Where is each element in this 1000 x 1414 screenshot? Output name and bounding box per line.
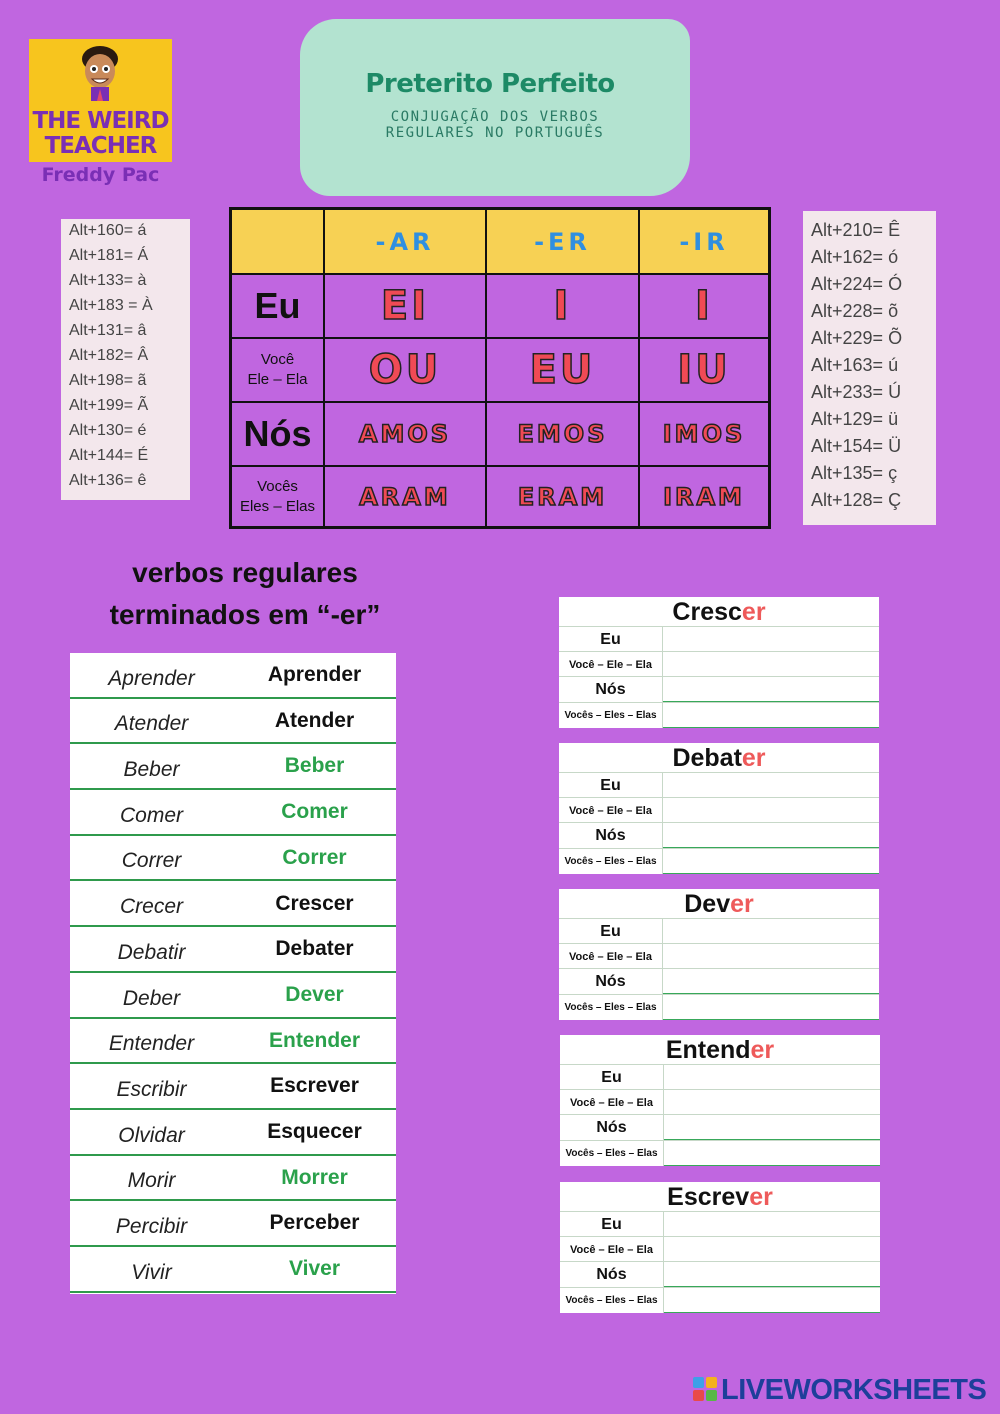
practice-row	[560, 1140, 880, 1166]
pronoun-label: Eu	[254, 285, 301, 326]
answer-field[interactable]	[663, 703, 879, 728]
portuguese-verb: Entender	[233, 1019, 396, 1065]
answer-field[interactable]	[663, 798, 879, 823]
practice-pronoun: Vocês – Eles – Elas	[560, 1288, 664, 1313]
page-title: Preterito Perfeito	[365, 69, 615, 99]
alt-codes-right-panel	[803, 211, 936, 525]
alt-code: Alt+181= Á	[69, 247, 149, 264]
practice-block-escrever	[560, 1182, 880, 1313]
alt-code: Alt+160= á	[69, 222, 147, 239]
alt-code: Alt+163= ú	[811, 355, 899, 375]
logo-square-icon	[706, 1390, 717, 1401]
verb-stem: Entend	[665, 1036, 751, 1064]
ending-cell	[640, 275, 768, 339]
teacher-avatar-icon	[77, 43, 123, 101]
practice-pronoun: Você – Ele – Ela	[559, 944, 663, 969]
ending-cell	[487, 339, 640, 403]
verb-row	[70, 744, 396, 790]
practice-row	[559, 772, 879, 798]
practice-pronoun: Você – Ele – Ela	[560, 1090, 664, 1115]
answer-field[interactable]	[663, 652, 879, 677]
logo-square-icon	[693, 1377, 704, 1388]
verb-suffix: er	[741, 598, 766, 626]
practice-row	[560, 1261, 880, 1287]
logo-line-1: THE WEIRD	[32, 108, 169, 134]
ending-text: I	[553, 283, 572, 329]
practice-row	[559, 848, 879, 874]
pronoun-label: Eles – Elas	[239, 497, 316, 515]
spanish-verb: Comer	[70, 790, 233, 836]
ending-text: ERAM	[517, 482, 608, 511]
verb-row	[70, 1110, 396, 1156]
verb-row	[70, 1247, 396, 1293]
spanish-verb: Percibir	[70, 1201, 233, 1247]
practice-pronoun: Vocês – Eles – Elas	[559, 995, 663, 1020]
spanish-verb: Aprender	[70, 653, 233, 699]
pronoun-nos	[232, 403, 325, 467]
verb-suffix: er	[741, 744, 766, 772]
alt-code: Alt+144= É	[69, 447, 149, 464]
answer-field[interactable]	[663, 677, 879, 702]
practice-pronoun: Vocês – Eles – Elas	[559, 849, 663, 874]
practice-verb-title	[559, 597, 879, 627]
practice-row	[560, 1089, 880, 1115]
practice-verb-title	[560, 1182, 880, 1212]
ending-cell	[325, 339, 487, 403]
spanish-verb: Olvidar	[70, 1110, 233, 1156]
practice-row	[560, 1064, 880, 1090]
ending-text: OU	[368, 347, 442, 393]
pronoun-label: Você	[260, 351, 295, 368]
verb-stem: Escrev	[667, 1183, 750, 1211]
alt-code: Alt+128= Ç	[811, 490, 902, 510]
ending-cell	[640, 467, 768, 526]
answer-field[interactable]	[663, 995, 879, 1020]
answer-field[interactable]	[663, 773, 879, 798]
practice-verb-title	[560, 1035, 880, 1065]
pronoun-label: Nós	[243, 413, 312, 454]
alt-code: Alt+129= ü	[811, 409, 899, 429]
verb-suffix: er	[749, 1183, 773, 1211]
portuguese-verb: Comer	[233, 790, 396, 836]
practice-pronoun: Nós	[560, 1115, 664, 1140]
alt-code: Alt+183 = À	[69, 297, 153, 314]
practice-pronoun: Você – Ele – Ela	[559, 652, 663, 677]
alt-code: Alt+154= Ü	[811, 436, 902, 456]
alt-code: Alt+224= Ó	[811, 274, 903, 294]
verb-row	[70, 1201, 396, 1247]
practice-row	[559, 918, 879, 944]
verb-stem: Debat	[672, 744, 742, 772]
portuguese-verb: Crescer	[233, 882, 396, 928]
practice-pronoun: Vocês – Eles – Elas	[559, 703, 663, 728]
verb-row	[70, 836, 396, 882]
practice-verb-title	[559, 889, 879, 919]
header-corner-cell	[232, 210, 325, 275]
practice-pronoun: Eu	[559, 773, 663, 798]
practice-pronoun: Você – Ele – Ela	[560, 1237, 664, 1262]
spanish-verb: Crecer	[70, 882, 233, 928]
ending-cell	[325, 403, 487, 467]
subtitle-line-1: CONJUGAÇÃO DOS VERBOS	[390, 109, 600, 125]
verbs-title-line-1: verbos regulares	[132, 557, 358, 588]
verb-list-table	[70, 653, 396, 1294]
spanish-verb: Vivir	[70, 1247, 233, 1293]
pronoun-voce	[232, 339, 325, 403]
header-ir-label: -IR	[679, 227, 729, 256]
alt-code: Alt+131= â	[69, 322, 147, 339]
practice-block-crescer	[559, 597, 879, 728]
verb-row	[70, 653, 396, 699]
spanish-verb: Deber	[70, 973, 233, 1019]
practice-pronoun: Eu	[559, 919, 663, 944]
practice-row	[559, 822, 879, 848]
alt-code: Alt+182= Â	[69, 347, 149, 364]
verb-row	[70, 882, 396, 928]
alt-code: Alt+133= à	[69, 272, 147, 289]
verb-row	[70, 790, 396, 836]
practice-row	[560, 1114, 880, 1140]
alt-code: Alt+135= ç	[811, 463, 898, 483]
portuguese-verb: Aprender	[233, 653, 396, 699]
ending-cell	[325, 275, 487, 339]
pronoun-label: Ele – Ela	[247, 371, 308, 388]
alt-code: Alt+130= é	[69, 422, 147, 439]
ending-text: EMOS	[517, 420, 608, 448]
ending-cell	[325, 467, 487, 526]
answer-field[interactable]	[664, 1090, 880, 1115]
teacher-logo	[29, 39, 172, 189]
answer-field[interactable]	[663, 944, 879, 969]
alt-codes-left-panel	[61, 219, 190, 500]
spanish-verb: Entender	[70, 1019, 233, 1065]
ending-cell	[487, 275, 640, 339]
portuguese-verb: Perceber	[233, 1201, 396, 1247]
ending-text: EU	[529, 347, 596, 393]
answer-field[interactable]	[664, 1262, 880, 1287]
alt-code: Alt+233= Ú	[811, 382, 902, 402]
spanish-verb: Escribir	[70, 1064, 233, 1110]
answer-field[interactable]	[664, 1212, 880, 1237]
ending-cell	[487, 403, 640, 467]
alt-code: Alt+210= Ê	[811, 220, 901, 240]
logo-line-2: TEACHER	[44, 133, 157, 159]
verb-row	[70, 1156, 396, 1202]
pronoun-eu	[232, 275, 325, 339]
portuguese-verb: Morrer	[233, 1156, 396, 1202]
portuguese-verb: Dever	[233, 973, 396, 1019]
alt-code: Alt+162= ó	[811, 247, 899, 267]
spanish-verb: Atender	[70, 699, 233, 745]
practice-pronoun: Nós	[559, 823, 663, 848]
answer-field[interactable]	[664, 1288, 880, 1313]
logo-square-icon	[706, 1377, 717, 1388]
ending-text: AMOS	[358, 420, 452, 448]
practice-pronoun: Nós	[560, 1262, 664, 1287]
spanish-verb: Morir	[70, 1156, 233, 1202]
ending-cell	[640, 339, 768, 403]
practice-pronoun: Você – Ele – Ela	[559, 798, 663, 823]
verb-row	[70, 1064, 396, 1110]
answer-field[interactable]	[664, 1237, 880, 1262]
answer-field[interactable]	[663, 823, 879, 848]
practice-row	[559, 702, 879, 728]
practice-block-dever	[559, 889, 879, 1020]
verb-stem: Dev	[684, 890, 731, 918]
pronoun-voces	[232, 467, 325, 526]
practice-row	[560, 1287, 880, 1313]
practice-row	[560, 1211, 880, 1237]
header-ar	[325, 210, 487, 275]
header-ar-label: -AR	[375, 227, 435, 256]
spanish-verb: Beber	[70, 744, 233, 790]
header-er	[487, 210, 640, 275]
verb-row	[70, 699, 396, 745]
alt-code: Alt+228= õ	[811, 301, 899, 321]
practice-pronoun: Eu	[560, 1212, 664, 1237]
answer-field[interactable]	[663, 919, 879, 944]
alt-code: Alt+199= Ã	[69, 397, 149, 414]
portuguese-verb: Esquecer	[233, 1110, 396, 1156]
verb-stem: Cresc	[672, 598, 742, 626]
practice-pronoun: Eu	[559, 627, 663, 652]
portuguese-verb: Beber	[233, 744, 396, 790]
ending-text: IRAM	[663, 482, 745, 511]
portuguese-verb: Viver	[233, 1247, 396, 1293]
pronoun-label: Vocês	[257, 477, 298, 495]
logo-square-icon	[693, 1390, 704, 1401]
subtitle-line-2: REGULARES NO PORTUGUÊS	[385, 125, 605, 141]
practice-pronoun: Nós	[559, 969, 663, 994]
liveworksheets-logo[interactable]	[693, 1374, 993, 1408]
answer-field[interactable]	[663, 627, 879, 652]
verbs-title-line-2: terminados em “-er”	[109, 599, 381, 630]
practice-block-entender	[560, 1035, 880, 1166]
verb-row	[70, 927, 396, 973]
practice-row	[560, 1236, 880, 1262]
practice-row	[559, 943, 879, 969]
alt-code: Alt+198= ã	[69, 372, 147, 389]
verb-suffix: er	[750, 1036, 775, 1064]
practice-row	[559, 797, 879, 823]
practice-pronoun: Eu	[560, 1065, 664, 1090]
ending-text: ARAM	[359, 482, 451, 511]
header-er-label: -ER	[534, 227, 591, 256]
ending-text: EI	[380, 283, 430, 329]
portuguese-verb: Atender	[233, 699, 396, 745]
portuguese-verb: Debater	[233, 927, 396, 973]
verb-row	[70, 973, 396, 1019]
practice-row	[559, 994, 879, 1020]
page-subtitle	[355, 109, 635, 141]
ending-text: I	[695, 283, 713, 329]
practice-row	[559, 626, 879, 652]
verbs-section-title	[60, 552, 430, 636]
practice-block-debater	[559, 743, 879, 874]
alt-code: Alt+136= ê	[69, 472, 147, 489]
answer-field[interactable]	[664, 1141, 880, 1166]
conjugation-table	[229, 207, 771, 529]
practice-row	[559, 676, 879, 702]
title-box	[300, 19, 690, 196]
ending-cell	[487, 467, 640, 526]
portuguese-verb: Escrever	[233, 1064, 396, 1110]
ending-cell	[640, 403, 768, 467]
practice-row	[559, 968, 879, 994]
practice-pronoun: Vocês – Eles – Elas	[560, 1141, 664, 1166]
ending-text: IU	[677, 347, 731, 393]
answer-field[interactable]	[663, 969, 879, 994]
ending-text: IMOS	[662, 420, 746, 448]
answer-field[interactable]	[663, 849, 879, 874]
spanish-verb: Correr	[70, 836, 233, 882]
verb-suffix: er	[730, 890, 754, 918]
alt-code: Alt+229= Õ	[811, 328, 903, 348]
practice-pronoun: Nós	[559, 677, 663, 702]
answer-field[interactable]	[664, 1115, 880, 1140]
practice-row	[559, 651, 879, 677]
verb-row	[70, 1019, 396, 1065]
header-ir	[640, 210, 768, 275]
liveworksheets-brand: LIVEWORKSHEETS	[721, 1374, 987, 1406]
spanish-verb: Debatir	[70, 927, 233, 973]
practice-verb-title	[559, 743, 879, 773]
logo-author: Freddy Pac	[41, 164, 160, 186]
answer-field[interactable]	[664, 1065, 880, 1090]
portuguese-verb: Correr	[233, 836, 396, 882]
